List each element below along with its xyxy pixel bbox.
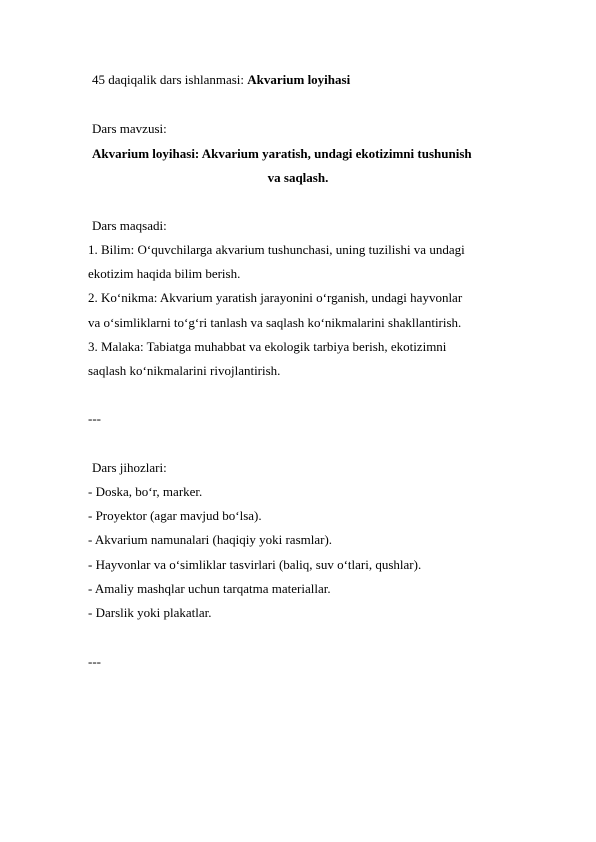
equipment-label: Dars jihozlari: — [92, 460, 167, 475]
lesson-header-prefix: 45 daqiqalik dars ishlanmasi: — [92, 72, 248, 87]
separator: --- — [88, 654, 101, 669]
goals-label: Dars maqsadi: — [92, 218, 167, 233]
lesson-header — [92, 72, 350, 88]
separator: --- — [88, 411, 101, 426]
goal-line: ekotizim haqida bilim berish. — [88, 266, 241, 281]
equipment-item: - Hayvonlar va o‘simliklar tasvirlari (baliq, suv o‘tlari, qushlar). — [88, 557, 422, 572]
topic-line-2: va saqlash. — [267, 170, 329, 185]
topic-line-1: Akvarium loyihasi: Akvarium yaratish, undagi ekotizimni tushunish — [92, 146, 472, 161]
goal-line: saqlash ko‘nikmalarini rivojlantirish. — [88, 363, 281, 378]
equipment-item: - Akvarium namunalari (haqiqiy yoki rasmlar). — [88, 532, 333, 547]
goal-line: 2. Ko‘nikma: Akvarium yaratish jarayonini o‘rganish, undagi hayvonlar — [88, 290, 463, 305]
goal-line: va o‘simliklarni to‘g‘ri tanlash va saqlash ko‘nikmalarini shakllantirish. — [88, 315, 462, 330]
equipment-item: - Darslik yoki plakatlar. — [88, 605, 212, 620]
goal-line: 3. Malaka: Tabiatga muhabbat va ekologik tarbiya berish, ekotizimni — [88, 339, 447, 354]
lesson-title: Akvarium loyihasi — [247, 72, 351, 87]
equipment-item: - Doska, bo‘r, marker. — [88, 484, 203, 499]
goal-line: 1. Bilim: O‘quvchilarga akvarium tushunchasi, uning tuzilishi va undagi — [88, 242, 465, 257]
equipment-item: - Proyektor (agar mavjud bo‘lsa). — [88, 508, 262, 523]
equipment-item: - Amaliy mashqlar uchun tarqatma materiallar. — [88, 581, 331, 596]
topic-label: Dars mavzusi: — [92, 121, 167, 136]
